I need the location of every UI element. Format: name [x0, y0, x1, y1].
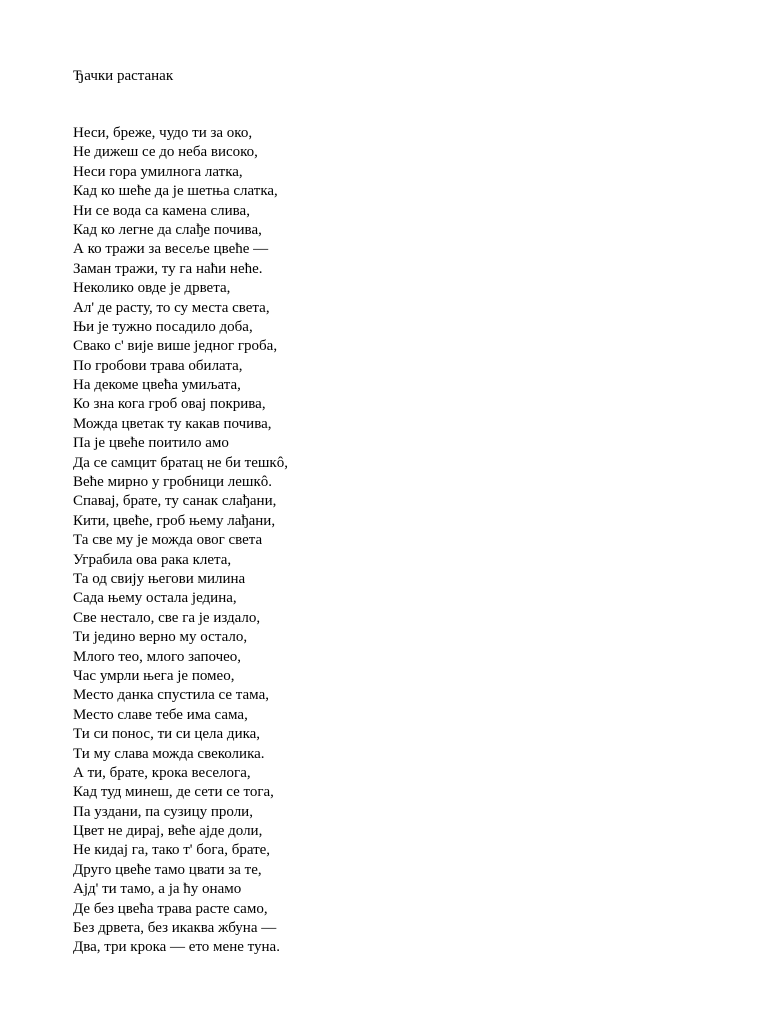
poem-line: Млого тео, млого започео, [73, 648, 242, 665]
poem-line: А ко тражи за весеље цвеће — [73, 241, 269, 258]
poem-line: Веће мирно у гробници лешкô. [73, 474, 272, 491]
poem-line: Неси, бреже, чудо ти за око, [73, 125, 253, 141]
poem-line: Де без цвећа трава расте само, [73, 900, 268, 917]
poem-line: Час умрли њега је помео, [73, 667, 235, 684]
poem-line: Можда цветак ту какав почива, [73, 415, 272, 432]
poem-line: Па уздани, па сузицу проли, [73, 803, 253, 820]
poem-line: Кити, цвеће, гроб њему лађани, [73, 512, 276, 529]
poem-line: Без дрвета, без икаква жбуна — [73, 920, 277, 937]
poem-line: Цвет не дирај, веће ајде доли, [73, 823, 263, 840]
poem-body [73, 124, 288, 958]
poem-line: Место славе тебе има сама, [73, 706, 248, 723]
poem-line: Њи је тужно посадило доба, [73, 318, 253, 335]
poem-line: Ти му слава можда свеколика. [73, 745, 265, 762]
poem-line: Та све му је можда овог света [73, 532, 263, 549]
poem-line: Кад туд минеш, де сети се тога, [73, 784, 274, 801]
poem-line: Да се самцит братац не би тешкô, [73, 454, 288, 471]
poem-line: Та од свију његови милина [73, 570, 246, 587]
poem-line: Ајд' ти тамо, а ја ћу онамо [73, 881, 242, 898]
poem-line: Кад ко легне да слађе почива, [73, 221, 262, 238]
poem-line: Два, три крока — ето мене туна. [73, 939, 280, 956]
poem-line: Свако с' вије више једног гроба, [73, 338, 278, 355]
poem-line: Не дижеш се до неба високо, [73, 144, 258, 161]
poem-line: Спавај, брате, ту санак слађани, [73, 493, 277, 510]
poem-line: На декоме цвећа умиљата, [73, 377, 241, 394]
poem-line: Друго цвеће тамо цвати за те, [73, 861, 262, 878]
poem-line: Ти једино верно му остало, [73, 629, 248, 646]
poem-line: Неколико овде је дрвета, [73, 280, 231, 297]
poem-line: Неси гора умилнога латка, [73, 163, 243, 180]
poem-line: Место данка спустила се тама, [73, 687, 269, 704]
poem-line: А ти, брате, крока веселога, [73, 764, 251, 781]
poem-line: Кад ко шеће да је шетња слатка, [73, 183, 278, 200]
poem-line: Сада њему остала једина, [73, 590, 237, 607]
poem-line: Ти си понос, ти си цела дика, [73, 726, 261, 743]
poem-line: Па је цвеће поитило амо [73, 435, 229, 452]
poem-line: Ко зна кога гроб овај покрива, [73, 396, 266, 413]
poem-line: Све нестало, све га је издало, [73, 609, 261, 626]
poem-line: Уграбила ова рака клета, [73, 551, 232, 568]
poem-line: По гробови трава обилата, [73, 357, 243, 374]
poem-line: Заман тражи, ту га наћи неће. [73, 260, 263, 277]
poem-title: Ђачки растанак [73, 68, 174, 84]
poem-line: Ал' де расту, то су места света, [73, 299, 270, 316]
poem-line: Не кидај га, тако т' бога, брате, [73, 842, 271, 859]
poem-line: Ни се вода са камена слива, [73, 202, 250, 219]
